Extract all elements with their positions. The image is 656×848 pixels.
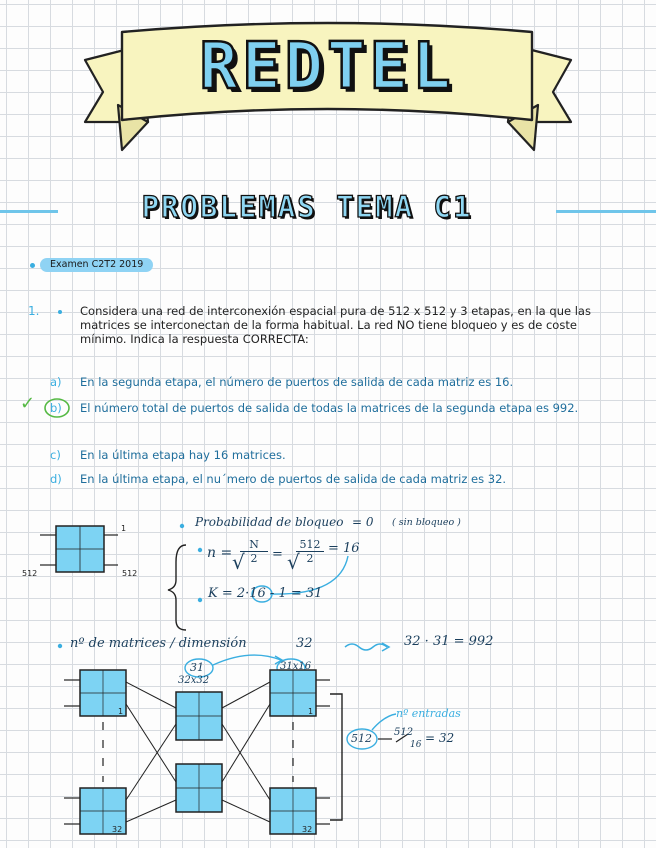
option-c-letter: c): [50, 448, 61, 462]
page-title: PROBLEMAS TEMA C1: [141, 190, 473, 224]
question-number: 1.: [28, 304, 40, 318]
solution-diagram: [0, 510, 656, 848]
n-label: n =: [207, 545, 233, 561]
n-frac1: √ N 2: [240, 538, 268, 565]
option-d-text: En la última etapa, el nu´mero de puertos de salida de cada matriz es 32.: [80, 472, 507, 486]
small-label-right: 512: [122, 569, 138, 578]
n-frac2: √ 512 2: [296, 538, 324, 565]
n-result: = 16: [328, 541, 360, 556]
stage1-top-label: 1: [118, 707, 124, 716]
eq-result: = 32: [425, 731, 455, 745]
circle-31: 31: [190, 661, 204, 674]
n-frac2-top: 512: [296, 538, 324, 552]
small-label-top: 1: [121, 524, 127, 533]
stage3-bottom-label: 32: [302, 825, 313, 834]
block-value: = 0: [352, 515, 374, 529]
option-b-letter: b): [50, 401, 62, 415]
exam-bullet: [30, 263, 35, 268]
heading-line-left: [0, 210, 58, 213]
eq-512: 512: [351, 732, 372, 745]
stage1-bottom-label: 32: [112, 825, 123, 834]
k-equation: K = 2·16 - 1 = 31: [208, 586, 323, 601]
question-text: Considera una red de interconexión espacial pura de 512 x 512 y 3 etapas, en la que las matrices se interconectan de la forma habitual. La red NO tiene bloqueo y es de coste mínimo. Indica la respuesta CORRECTA:: [80, 304, 591, 346]
small-label-left: 512: [22, 569, 38, 578]
eq-frac-top: 512: [394, 727, 414, 738]
option-b-text: El número total de puertos de salida de todas la matrices de la segunda etapa es 992.: [80, 401, 579, 415]
option-c-text: En la última etapa hay 16 matrices.: [80, 448, 286, 462]
stage3-top-label: 1: [308, 707, 314, 716]
option-a-text: En la segunda etapa, el número de puertos de salida de cada matriz es 16.: [80, 375, 514, 389]
exam-tag: Examen C2T2 2019: [40, 258, 153, 272]
heading-line-right: [556, 210, 656, 213]
n-frac1-bot: 2: [250, 552, 258, 565]
circle-31x16: 31x16: [280, 661, 312, 672]
block-note: ( sin bloqueo ): [392, 517, 461, 528]
option-d-letter: d): [50, 472, 62, 486]
total-equation: 32 · 31 = 992: [404, 634, 494, 649]
matrices-label: nº de matrices / dimensión: [70, 636, 247, 651]
correct-check: ✓: [20, 393, 36, 414]
dim-32x32: 32x32: [178, 675, 210, 686]
option-a-letter: a): [50, 375, 62, 389]
matrices-value: 32: [296, 636, 313, 651]
entradas-label: nº entradas: [396, 707, 461, 720]
banner-title: REDTEL: [199, 30, 455, 104]
n-eq-sign: =: [272, 547, 283, 562]
n-frac1-top: N: [240, 538, 268, 552]
eq-frac-bot: 16: [410, 740, 422, 750]
network-diagram: [64, 670, 342, 834]
n-frac2-bot: 2: [306, 552, 314, 565]
question-bullet: [58, 310, 62, 314]
block-label: Probabilidad de bloqueo: [195, 515, 344, 529]
